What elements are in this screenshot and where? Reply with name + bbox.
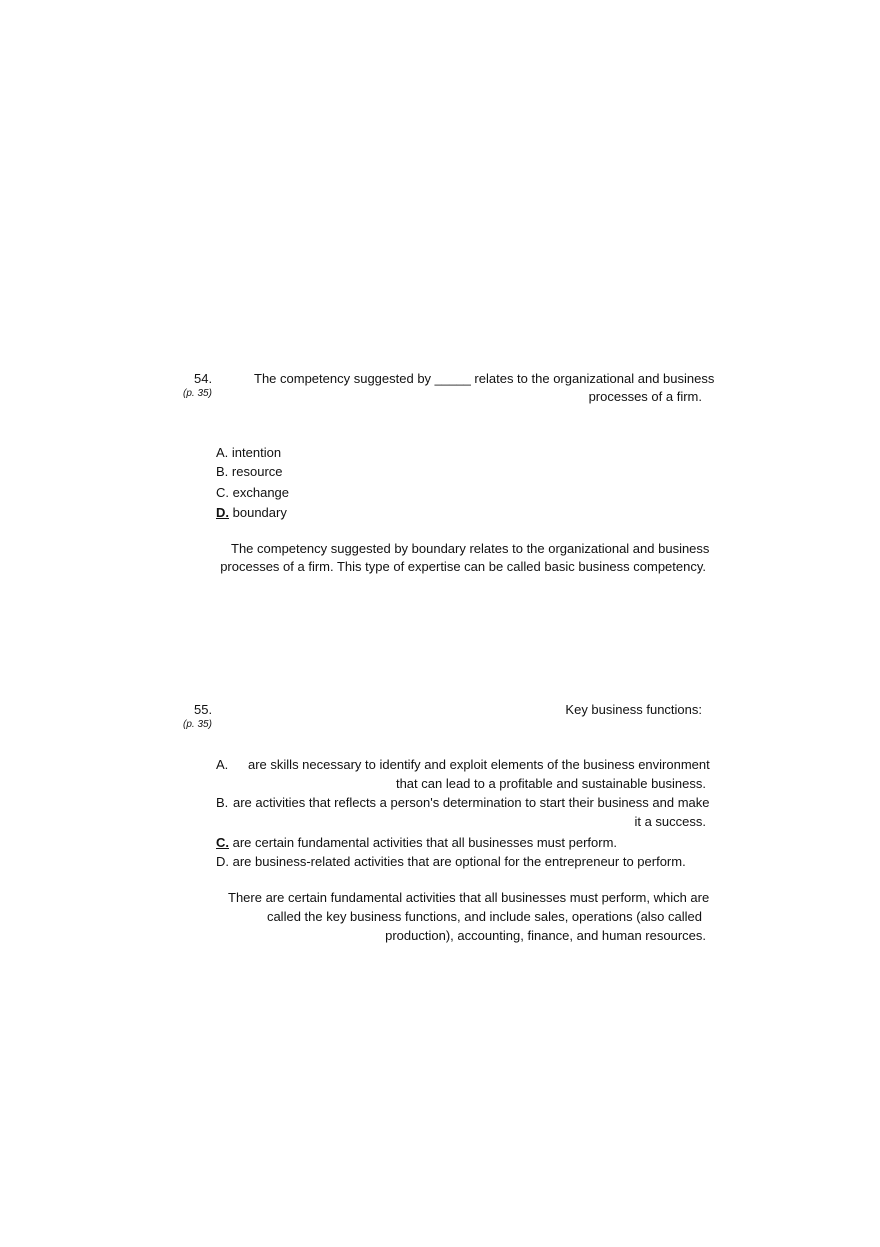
option-letter: C. (216, 485, 229, 500)
page-reference: (p. 35) (183, 719, 212, 730)
explanation-line-1: The competency suggested by boundary relates to the organizational and business (231, 541, 710, 556)
option-letter: D. (216, 854, 229, 869)
option-text: are business-related activities that are optional for the entrepreneur to perform. (232, 854, 686, 869)
explanation-line-1: There are certain fundamental activities that all businesses must perform, which are (228, 890, 710, 905)
answer-option-c (216, 485, 289, 500)
question-number: 54. (194, 371, 213, 386)
answer-option-d-correct (216, 505, 287, 520)
question-stem: Key business functions: (565, 702, 702, 717)
correct-option-letter: C. (216, 835, 229, 850)
option-text: resource (231, 464, 283, 479)
option-text: boundary (232, 505, 287, 520)
explanation-line-2: processes of a firm. This type of expertise can be called basic business competency. (220, 559, 706, 574)
option-letter: B. (216, 795, 229, 810)
question-stem-line-2: processes of a firm. (588, 389, 702, 404)
answer-option-a (216, 445, 281, 460)
explanation-line-3: production), accounting, finance, and human resources. (385, 928, 706, 943)
option-text-line-2: that can lead to a profitable and sustainable business. (395, 776, 706, 791)
answer-option-b (216, 464, 283, 479)
answer-option-d (216, 854, 686, 869)
option-text-line-1: are skills necessary to identify and exploit elements of the business environment (248, 757, 710, 772)
page-reference: (p. 35) (183, 388, 212, 399)
option-letter: A. (216, 757, 229, 772)
answer-option-c-correct (216, 835, 617, 850)
option-letter: B. (216, 464, 229, 479)
explanation-line-2: called the key business functions, and include sales, operations (also called (266, 909, 702, 924)
question-stem-line-1: The competency suggested by _____ relates to the organizational and business (254, 371, 715, 386)
option-text-line-1: are activities that reflects a person's determination to start their business and make (233, 795, 710, 810)
correct-option-letter: D. (216, 505, 229, 520)
option-text: are certain fundamental activities that all businesses must perform. (232, 835, 618, 850)
option-text: exchange (232, 485, 290, 500)
option-text: intention (231, 445, 282, 460)
option-letter: A. (216, 445, 229, 460)
question-number: 55. (194, 702, 213, 717)
option-text-line-2: it a success. (634, 814, 706, 829)
